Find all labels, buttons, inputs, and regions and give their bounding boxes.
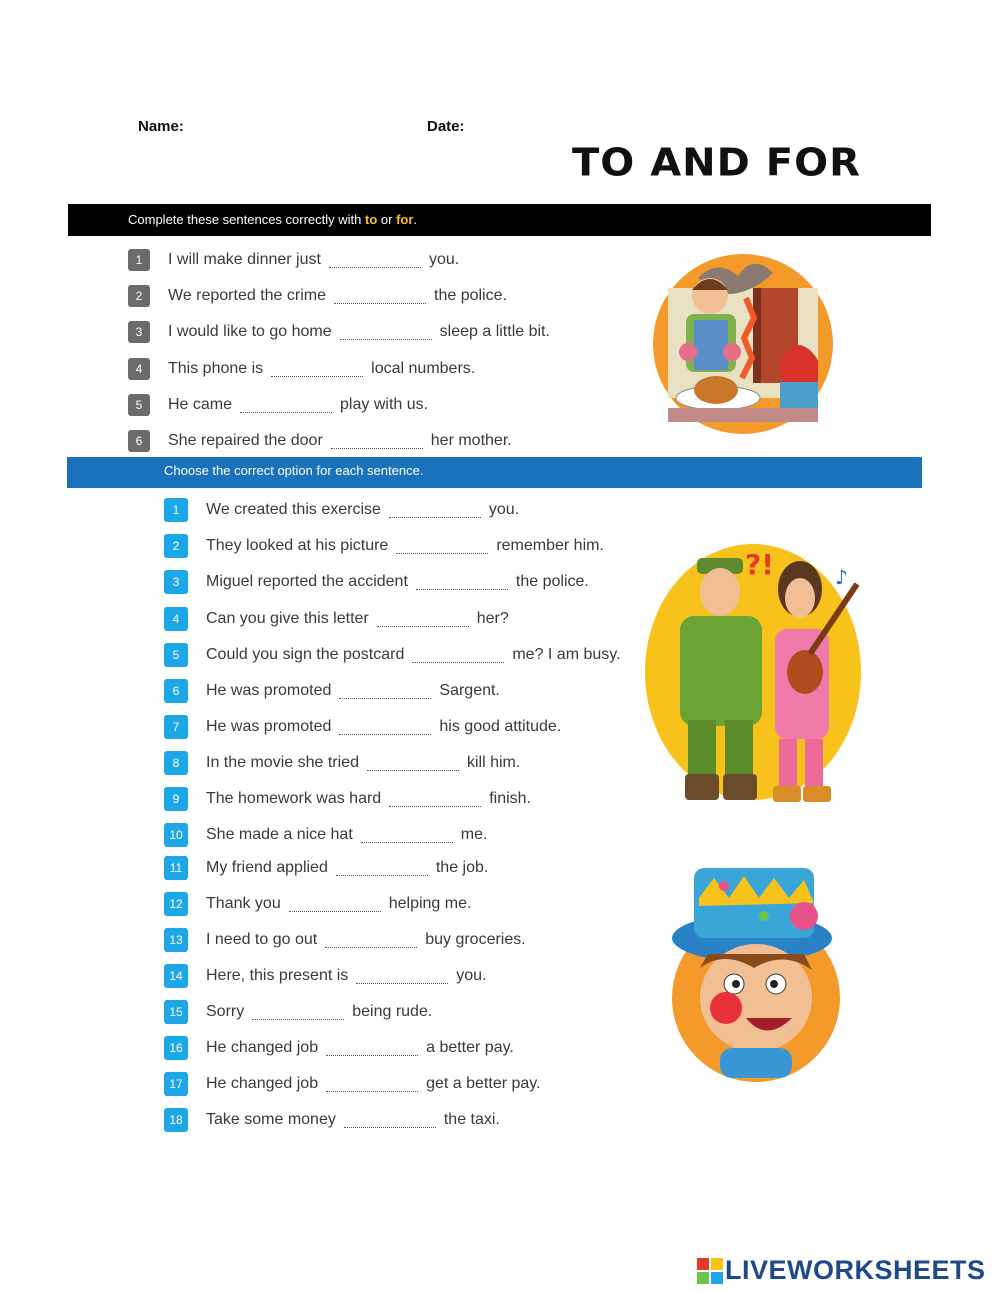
question-number-badge: 14 (164, 964, 188, 988)
sentence-start: Take some money (206, 1111, 336, 1128)
sentence-row (164, 856, 488, 880)
section1-instruction (128, 204, 417, 236)
question-number-badge: 6 (128, 430, 150, 452)
question-number-badge: 7 (164, 715, 188, 739)
question-number-badge: 12 (164, 892, 188, 916)
instruction-mid: or (377, 212, 397, 227)
answer-blank[interactable] (326, 1077, 418, 1092)
liveworksheets-logo-icon (697, 1258, 723, 1284)
sentence-end: get a better pay. (426, 1075, 541, 1092)
question-number-badge: 17 (164, 1072, 188, 1096)
sentence-row (164, 643, 621, 667)
sentence-end: Sargent. (439, 682, 500, 699)
section2-instruction: Choose the correct option for each sentence. (164, 463, 424, 478)
question-number-badge: 9 (164, 787, 188, 811)
question-number-badge: 5 (128, 394, 150, 416)
answer-blank[interactable] (331, 434, 423, 449)
sentence-row (164, 679, 500, 703)
answer-blank[interactable] (339, 720, 431, 735)
sentence-row (128, 393, 428, 417)
sentence-row (164, 751, 520, 775)
sentence-end: her? (476, 610, 509, 627)
answer-blank[interactable] (396, 539, 488, 554)
question-number-badge: 4 (164, 607, 188, 631)
sentence-start: She made a nice hat (206, 826, 353, 843)
sentence-start: Miguel reported the accident (206, 573, 408, 590)
sentence-start: Could you sign the postcard (206, 646, 405, 663)
sentence-start: He was promoted (206, 682, 332, 699)
sentence-end: finish. (489, 790, 531, 807)
answer-blank[interactable] (412, 648, 504, 663)
sentence-start: My friend applied (206, 859, 328, 876)
sentence-end: the police. (515, 573, 589, 590)
answer-blank[interactable] (326, 1041, 418, 1056)
answer-blank[interactable] (367, 756, 459, 771)
question-number-badge: 2 (128, 285, 150, 307)
soldier-and-musician-illustration (645, 544, 870, 812)
answer-blank[interactable] (389, 792, 481, 807)
sentence-row (164, 892, 471, 916)
sentence-row (164, 1108, 500, 1132)
answer-blank[interactable] (252, 1005, 344, 1020)
sentence-start: I will make dinner just (168, 251, 321, 268)
sentence-start: He came (168, 396, 233, 413)
sentence-start: Sorry (206, 1003, 245, 1020)
sentence-start: He changed job (206, 1039, 319, 1056)
answer-blank[interactable] (389, 503, 481, 518)
worksheet-title: TO AND FOR (572, 141, 861, 185)
answer-blank[interactable] (289, 897, 381, 912)
sentence-row (164, 1036, 514, 1060)
answer-blank[interactable] (325, 933, 417, 948)
sentence-end: the job. (435, 859, 489, 876)
sentence-start: They looked at his picture (206, 537, 389, 554)
sentence-start: He changed job (206, 1075, 319, 1092)
question-number-badge: 1 (164, 498, 188, 522)
liveworksheets-logo (697, 1255, 986, 1286)
sentence-start: Thank you (206, 895, 281, 912)
sentence-end: her mother. (430, 432, 512, 449)
sentence-end: you. (428, 251, 460, 268)
sentence-end: his good attitude. (439, 718, 562, 735)
sentence-end: buy groceries. (425, 931, 526, 948)
sentence-row (164, 964, 487, 988)
sentence-row (164, 607, 509, 631)
question-number-badge: 5 (164, 643, 188, 667)
keyword-to: to (365, 212, 378, 227)
answer-blank[interactable] (377, 612, 469, 627)
answer-blank[interactable] (340, 325, 432, 340)
sentence-start: We created this exercise (206, 501, 381, 518)
clown-boy-illustration (654, 858, 859, 1082)
sentence-end: the taxi. (443, 1111, 500, 1128)
instruction-prefix: Complete these sentences correctly with (128, 212, 365, 227)
sentence-start: Can you give this letter (206, 610, 369, 627)
question-number-badge: 1 (128, 249, 150, 271)
sentence-start: I need to go out (206, 931, 318, 948)
sentence-row (128, 320, 550, 344)
sentence-start: In the movie she tried (206, 754, 359, 771)
answer-blank[interactable] (240, 398, 332, 413)
sentence-row (128, 284, 507, 308)
sentence-end: me. (460, 826, 488, 843)
sentence-row (164, 823, 487, 847)
instruction-suffix: . (413, 212, 418, 227)
svg-text:?!: ?! (745, 548, 775, 581)
sentence-row (128, 357, 475, 381)
sentence-end: play with us. (340, 396, 429, 413)
question-number-badge: 18 (164, 1108, 188, 1132)
sentence-row (128, 248, 459, 272)
question-number-badge: 2 (164, 534, 188, 558)
name-label: Name: (138, 118, 184, 135)
answer-blank[interactable] (339, 684, 431, 699)
answer-blank[interactable] (416, 575, 508, 590)
kitchen-scene-illustration (648, 248, 838, 440)
question-number-badge: 10 (164, 823, 188, 847)
liveworksheets-logo-text: LIVEWORKSHEETS (725, 1255, 986, 1285)
sentence-row (164, 534, 604, 558)
sentence-end: being rude. (352, 1003, 433, 1020)
sentence-start: She repaired the door (168, 432, 323, 449)
sentence-row (164, 787, 531, 811)
question-number-badge: 3 (164, 570, 188, 594)
question-number-badge: 3 (128, 321, 150, 343)
sentence-row (164, 928, 526, 952)
sentence-start: We reported the crime (168, 287, 326, 304)
section2-instruction-band (67, 457, 922, 488)
question-number-badge: 15 (164, 1000, 188, 1024)
sentence-end: a better pay. (426, 1039, 514, 1056)
date-label: Date: (427, 118, 465, 135)
sentence-end: helping me. (388, 895, 472, 912)
sentence-row (164, 1072, 541, 1096)
sentence-start: He was promoted (206, 718, 332, 735)
sentence-row (164, 1000, 432, 1024)
sentence-row (164, 570, 589, 594)
sentence-row (128, 429, 512, 453)
sentence-end: the police. (434, 287, 507, 304)
sentence-row (164, 498, 519, 522)
question-number-badge: 4 (128, 358, 150, 380)
question-number-badge: 11 (164, 856, 188, 880)
sentence-start: I would like to go home (168, 323, 332, 340)
section1-instruction-band (68, 204, 931, 236)
sentence-end: me? I am busy. (512, 646, 621, 663)
sentence-start: The homework was hard (206, 790, 382, 807)
sentence-row (164, 715, 561, 739)
question-number-badge: 16 (164, 1036, 188, 1060)
answer-blank[interactable] (356, 969, 448, 984)
answer-blank[interactable] (336, 861, 428, 876)
sentence-start: Here, this present is (206, 967, 349, 984)
sentence-start: This phone is (168, 360, 264, 377)
question-number-badge: 13 (164, 928, 188, 952)
sentence-end: kill him. (466, 754, 521, 771)
sentence-end: local numbers. (371, 360, 476, 377)
sentence-end: sleep a little bit. (439, 323, 550, 340)
svg-text:♪: ♪ (835, 565, 848, 589)
question-number-badge: 8 (164, 751, 188, 775)
answer-blank[interactable] (334, 289, 426, 304)
answer-blank[interactable] (329, 253, 421, 268)
answer-blank[interactable] (361, 828, 453, 843)
question-number-badge: 6 (164, 679, 188, 703)
sentence-end: you. (488, 501, 520, 518)
answer-blank[interactable] (344, 1113, 436, 1128)
sentence-end: remember him. (496, 537, 604, 554)
keyword-for: for (396, 212, 414, 227)
sentence-end: you. (456, 967, 487, 984)
answer-blank[interactable] (271, 362, 363, 377)
